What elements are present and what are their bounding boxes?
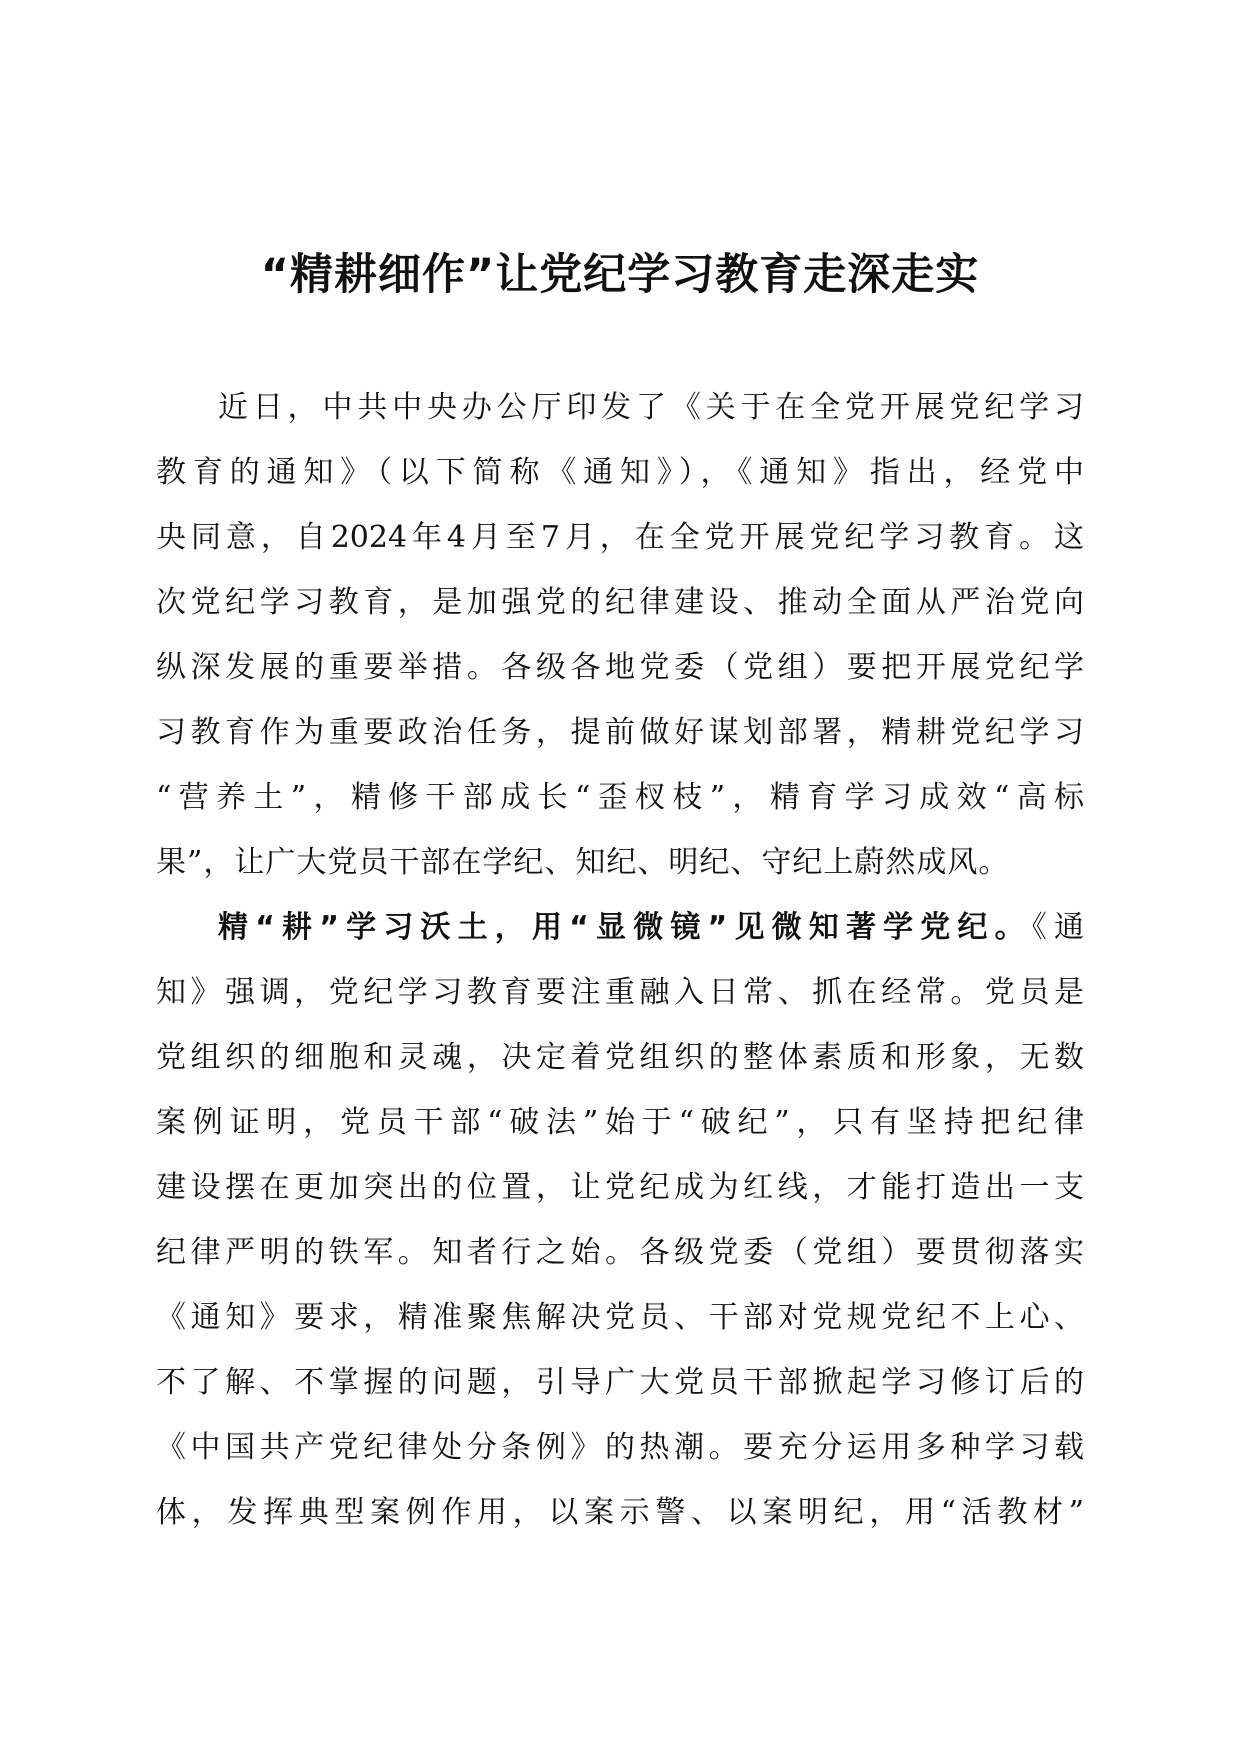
paragraph-2-line: 《通知》要求，精准聚焦解决党员、干部对党规党纪不上心、 — [156, 1300, 1084, 1335]
paragraph-2-line: 党组织的细胞和灵魂，决定着党组织的整体素质和形象，无数 — [156, 1040, 1084, 1075]
paragraph-2-line: 不了解、不掌握的问题，引导广大党员干部掀起学习修订后的 — [156, 1365, 1084, 1400]
paragraph-2-line: 《中国共产党纪律处分条例》的热潮。要充分运用多种学习载 — [156, 1430, 1084, 1465]
paragraph-1-line: 果”，让广大党员干部在学纪、知纪、明纪、守纪上蔚然成风。 — [156, 845, 1010, 880]
paragraph-2-line: 建设摆在更加突出的位置，让党纪成为红线，才能打造出一支 — [156, 1170, 1084, 1205]
paragraph-1-line: 纵深发展的重要举措。各级各地党委（党组）要把开展党纪学 — [156, 650, 1084, 685]
paragraph-2-line-rest: 《通 — [1031, 910, 1084, 945]
paragraph-2-line: 案例证明，党员干部“破法”始于“破纪”，只有坚持把纪律 — [156, 1105, 1084, 1140]
paragraph-1-line: 近日，中共中央办公厅印发了《关于在全党开展党纪学习 — [218, 390, 1084, 425]
paragraph-2-line: 体，发挥典型案例作用，以案示警、以案明纪，用“活教材” — [156, 1495, 1084, 1530]
paragraph-1-line: 次党纪学习教育，是加强党的纪律建设、推动全面从严治党向 — [156, 585, 1084, 620]
paragraph-2-line: 纪律严明的铁军。知者行之始。各级党委（党组）要贯彻落实 — [156, 1235, 1084, 1270]
document-body — [156, 375, 1084, 1545]
section-lead-sentence: 精“耕”学习沃土，用“显微镜”见微知著学党纪。 — [218, 910, 1032, 945]
paragraph-1-line: 央同意，自2024年4月至7月，在全党开展党纪学习教育。这 — [156, 520, 1084, 555]
paragraph-1-line: 习教育作为重要政治任务，提前做好谋划部署，精耕党纪学习 — [156, 715, 1084, 750]
paragraph-1-line: “营养土”，精修干部成长“歪杈枝”，精育学习成效“高标 — [156, 780, 1084, 815]
paragraph-2-first-line — [156, 895, 1084, 960]
document-title: “精耕细作”让党纪学习教育走深走实 — [260, 250, 980, 300]
paragraph-1-line: 教育的通知》（以下简称《通知》），《通知》指出，经党中 — [156, 455, 1084, 490]
paragraph-2-line: 知》强调，党纪学习教育要注重融入日常、抓在经常。党员是 — [156, 975, 1084, 1010]
